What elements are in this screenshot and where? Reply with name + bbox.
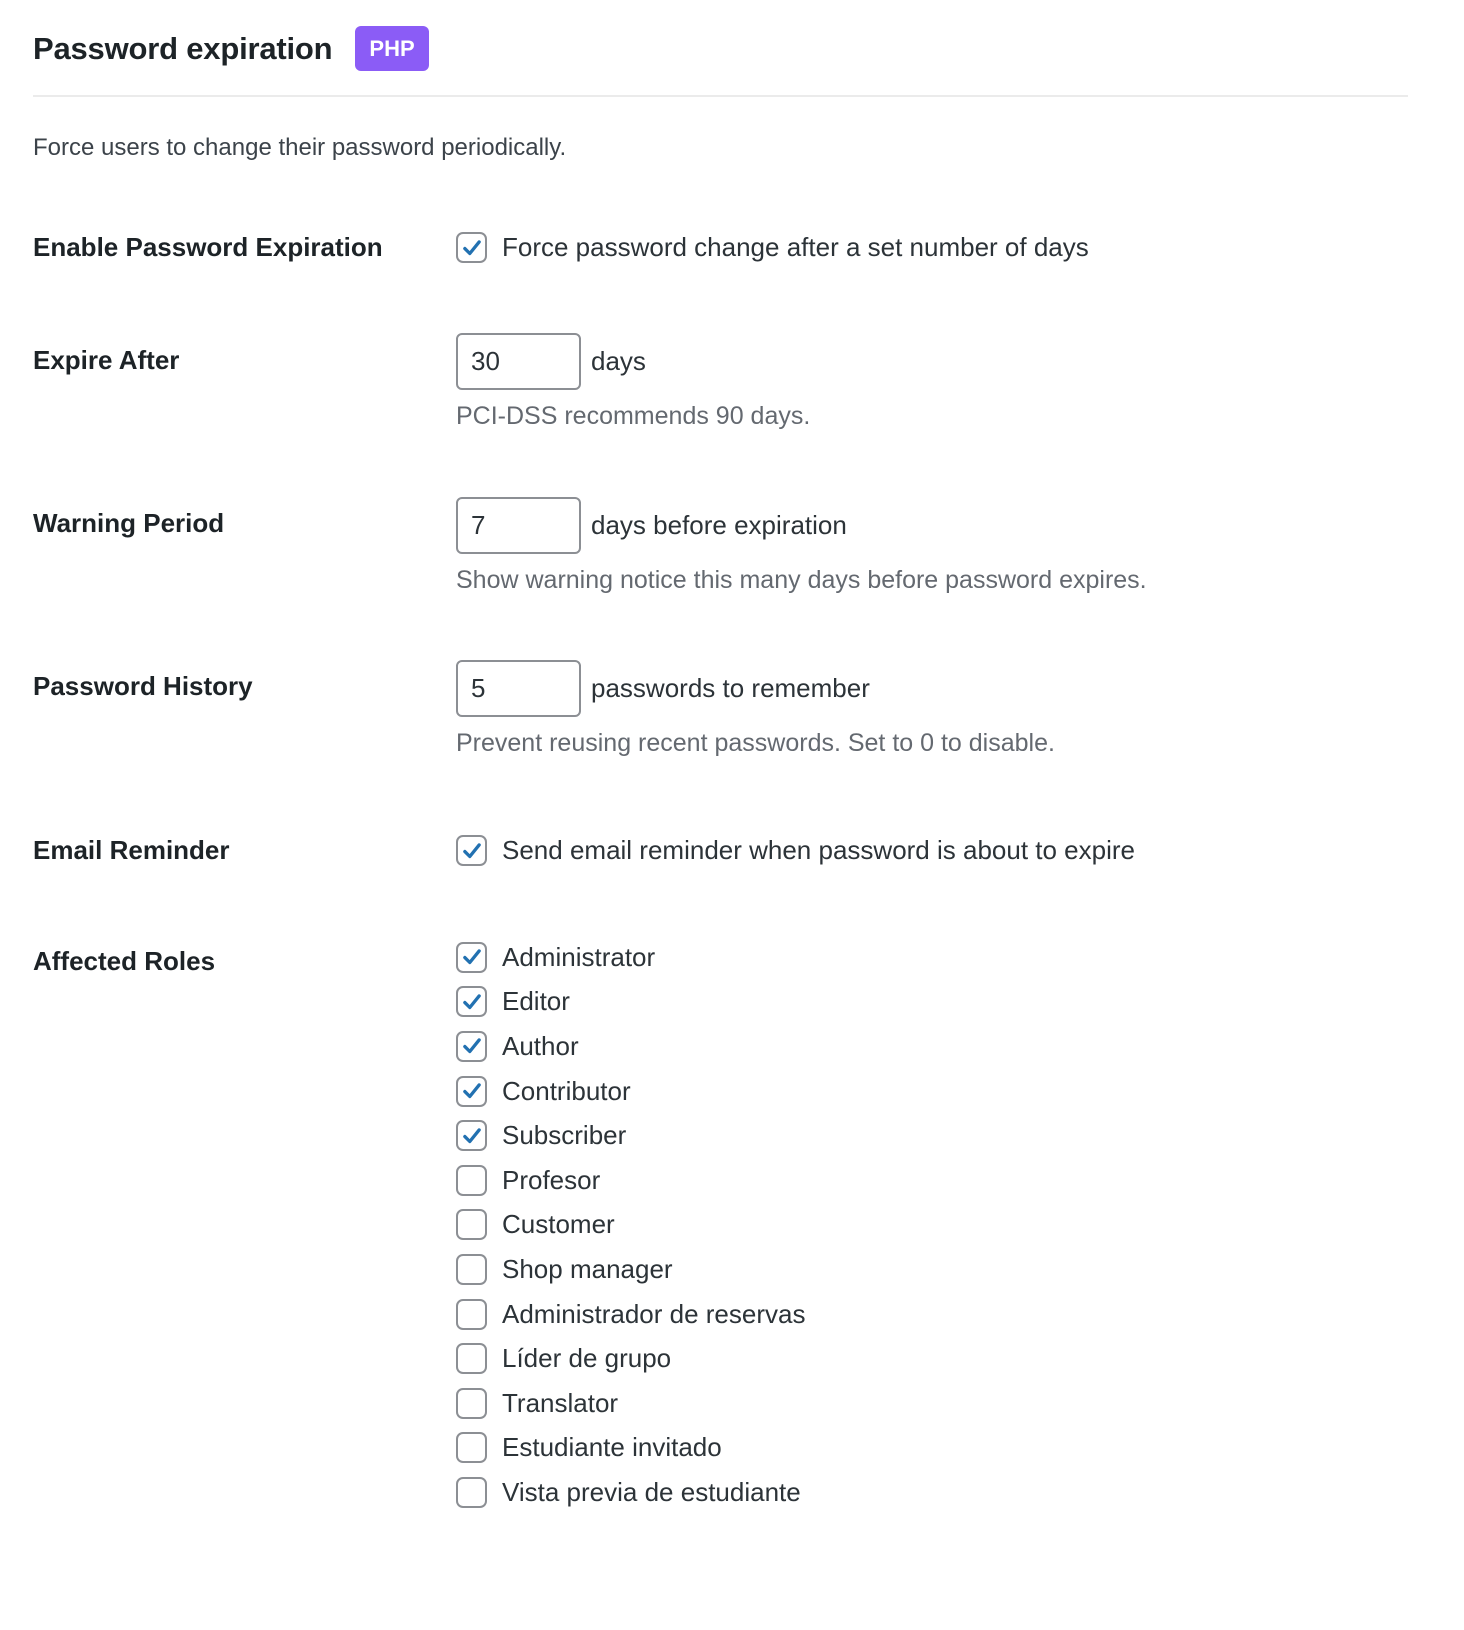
- role-label: Vista previa de estudiante: [502, 1476, 801, 1507]
- enable-expiration-checkbox[interactable]: [456, 232, 487, 263]
- role-checkbox[interactable]: [456, 942, 487, 973]
- expire-after-input[interactable]: [456, 333, 581, 390]
- checkmark-icon: [461, 1125, 483, 1147]
- role-label: Shop manager: [502, 1253, 673, 1284]
- role-item-translator[interactable]: [456, 1381, 805, 1426]
- expire-after-help: PCI-DSS recommends 90 days.: [456, 402, 811, 430]
- password-history-help: Prevent reusing recent passwords. Set to 0 to disable.: [456, 729, 1055, 757]
- role-label: Administrator: [502, 941, 656, 972]
- page-title: Password expiration: [33, 30, 333, 66]
- role-label: Profesor: [502, 1164, 601, 1195]
- warning-period-input[interactable]: [456, 497, 581, 554]
- section-description: Force users to change their password periodically.: [33, 134, 567, 161]
- role-checkbox[interactable]: [456, 1209, 487, 1240]
- role-checkbox[interactable]: [456, 1120, 487, 1151]
- role-label: Author: [502, 1030, 579, 1061]
- role-item-estudiante-invitado[interactable]: [456, 1426, 805, 1471]
- expire-after-label: Expire After: [33, 345, 180, 375]
- role-item-vista-previa-de-estudiante[interactable]: [456, 1470, 805, 1515]
- affected-roles-label: Affected Roles: [33, 946, 216, 976]
- warning-period-field: [456, 497, 1147, 595]
- role-label: Customer: [502, 1209, 615, 1240]
- password-history-unit: passwords to remember: [591, 673, 870, 703]
- section-header: [33, 26, 429, 71]
- role-item-administrator[interactable]: [456, 935, 805, 980]
- roles-list: [456, 935, 805, 1515]
- expire-after-field: [456, 333, 810, 431]
- checkmark-icon: [461, 991, 483, 1013]
- email-reminder-checkbox[interactable]: [456, 835, 487, 866]
- role-item-lider-de-grupo[interactable]: [456, 1336, 805, 1381]
- password-history-label: Password History: [33, 671, 253, 701]
- warning-period-unit: days before expiration: [591, 510, 847, 540]
- checkmark-icon: [461, 946, 483, 968]
- role-checkbox[interactable]: [456, 1254, 487, 1285]
- role-label: Translator: [502, 1387, 619, 1418]
- role-label: Estudiante invitado: [502, 1432, 722, 1463]
- password-history-field: [456, 660, 1055, 758]
- role-item-subscriber[interactable]: [456, 1113, 805, 1158]
- enable-expiration-label: Enable Password Expiration: [33, 232, 383, 262]
- warning-period-label: Warning Period: [33, 508, 225, 538]
- role-item-editor[interactable]: [456, 980, 805, 1025]
- checkmark-icon: [461, 840, 483, 862]
- role-checkbox[interactable]: [456, 1343, 487, 1374]
- role-label: Contributor: [502, 1075, 631, 1106]
- role-item-administrador-de-reservas[interactable]: [456, 1292, 805, 1337]
- expire-after-unit: days: [591, 346, 646, 376]
- role-checkbox[interactable]: [456, 1299, 487, 1330]
- email-reminder-checkbox-row[interactable]: [456, 835, 1135, 866]
- checkmark-icon: [461, 1080, 483, 1102]
- role-label: Líder de grupo: [502, 1343, 672, 1374]
- warning-period-help: Show warning notice this many days before password expires.: [456, 566, 1147, 594]
- enable-expiration-checkbox-label: Force password change after a set number of days: [502, 232, 1089, 262]
- password-history-input[interactable]: [456, 660, 581, 717]
- checkmark-icon: [461, 1035, 483, 1057]
- role-checkbox[interactable]: [456, 1031, 487, 1062]
- role-checkbox[interactable]: [456, 1165, 487, 1196]
- role-checkbox[interactable]: [456, 1076, 487, 1107]
- role-checkbox[interactable]: [456, 1432, 487, 1463]
- role-item-author[interactable]: [456, 1024, 805, 1069]
- role-item-contributor[interactable]: [456, 1069, 805, 1114]
- role-item-shop-manager[interactable]: [456, 1247, 805, 1292]
- divider: [33, 95, 1408, 97]
- role-label: Administrador de reservas: [502, 1298, 806, 1329]
- role-checkbox[interactable]: [456, 1388, 487, 1419]
- email-reminder-checkbox-label: Send email reminder when password is about to expire: [502, 835, 1136, 865]
- enable-expiration-checkbox-row[interactable]: [456, 232, 1089, 263]
- role-checkbox[interactable]: [456, 1477, 487, 1508]
- role-item-customer[interactable]: [456, 1203, 805, 1248]
- role-item-profesor[interactable]: [456, 1158, 805, 1203]
- role-label: Subscriber: [502, 1120, 627, 1151]
- checkmark-icon: [461, 237, 483, 259]
- php-badge: PHP: [355, 26, 428, 71]
- email-reminder-label: Email Reminder: [33, 835, 230, 865]
- role-label: Editor: [502, 986, 570, 1017]
- role-checkbox[interactable]: [456, 986, 487, 1017]
